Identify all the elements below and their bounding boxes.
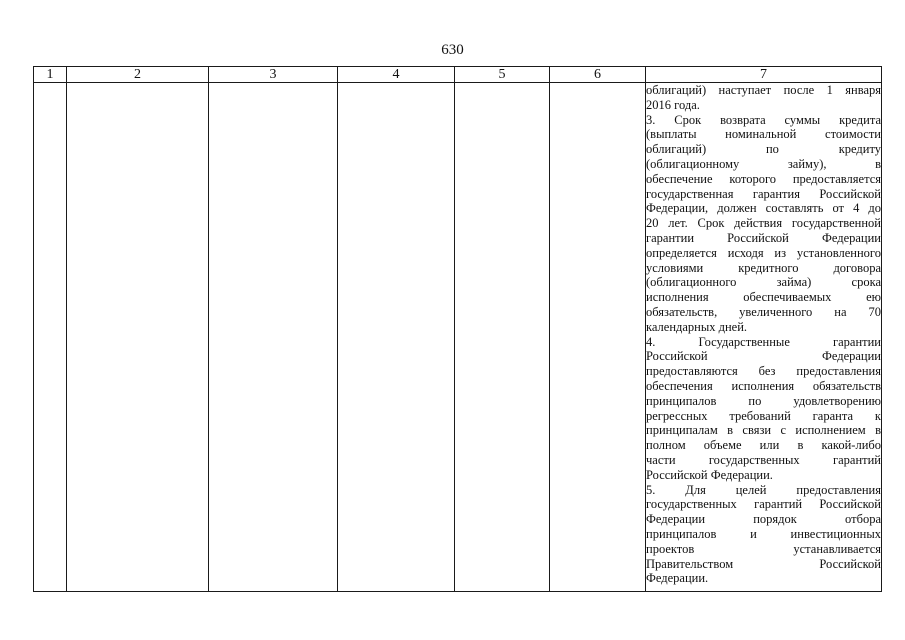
column-header-3: 3 — [209, 67, 338, 83]
cell-col-6 — [550, 83, 646, 592]
text-line: регрессных требований гаранта к — [646, 408, 881, 423]
cell-col-3 — [209, 83, 338, 592]
text-line: 2016 года. — [646, 97, 700, 112]
document-table — [33, 66, 882, 592]
column-header-2: 2 — [67, 67, 209, 83]
text-line: обеспечение которого предоставляется — [646, 171, 881, 186]
text-line: государственных гарантий Российской — [646, 497, 881, 512]
text-line: (облигационному займу), в — [646, 156, 881, 171]
text-line: части государственных гарантий — [646, 452, 881, 467]
text-line: предоставляются без предоставления — [646, 364, 881, 379]
text-line: 5. Для целей предоставления — [646, 482, 881, 497]
cell-col-7-text — [646, 83, 882, 592]
cell-col-1 — [34, 83, 67, 592]
column-header-7: 7 — [646, 67, 882, 83]
page-number: 630 — [441, 42, 464, 58]
text-line: 20 лет. Срок действия государственной — [646, 216, 881, 231]
text-line: Федерации порядок отбора — [646, 512, 881, 527]
text-line: календарных дней. — [646, 319, 748, 334]
text-line: Российской Федерации — [646, 349, 881, 364]
text-line: исполнения обеспечиваемых ею — [646, 290, 881, 305]
text-line: облигаций) наступает после 1 января — [646, 83, 881, 97]
cell-col-2 — [67, 83, 209, 592]
text-line: 4. Государственные гарантии — [646, 334, 881, 349]
cell-col-4 — [338, 83, 455, 592]
text-line: облигаций) по кредиту — [646, 142, 881, 157]
text-line: гарантии Российской Федерации — [646, 230, 881, 245]
body-row — [34, 83, 882, 592]
text-line: Российской Федерации. — [646, 467, 773, 482]
cell-col-5 — [455, 83, 550, 592]
column-header-1: 1 — [34, 67, 67, 83]
header-row — [34, 67, 882, 83]
text-line: обязательств, увеличенного на 70 — [646, 304, 881, 319]
column-header-5: 5 — [455, 67, 550, 83]
text-line: определяется исходя из установленного — [646, 245, 881, 260]
text-line: Федерации, должен составлять от 4 до — [646, 201, 881, 216]
text-line: Федерации. — [646, 571, 709, 586]
text-line: 3. Срок возврата суммы кредита — [646, 112, 881, 127]
text-line: (выплаты номинальной стоимости — [646, 127, 881, 142]
text-line: проектов устанавливается — [646, 541, 881, 556]
column-7-text-block — [646, 83, 881, 586]
column-header-4: 4 — [338, 67, 455, 83]
text-line: государственная гарантия Российской — [646, 186, 881, 201]
text-line: полном объеме или в какой-либо — [646, 438, 881, 453]
text-line: (облигационного займа) срока — [646, 275, 881, 290]
text-line: принципалов по удовлетворению — [646, 393, 881, 408]
text-line: принципалов и инвестиционных — [646, 526, 881, 541]
text-line: условиями кредитного договора — [646, 260, 881, 275]
text-line: Правительством Российской — [646, 556, 881, 571]
text-line: принципалам в связи с исполнением в — [646, 423, 881, 438]
column-header-6: 6 — [550, 67, 646, 83]
text-line: обеспечения исполнения обязательств — [646, 378, 881, 393]
